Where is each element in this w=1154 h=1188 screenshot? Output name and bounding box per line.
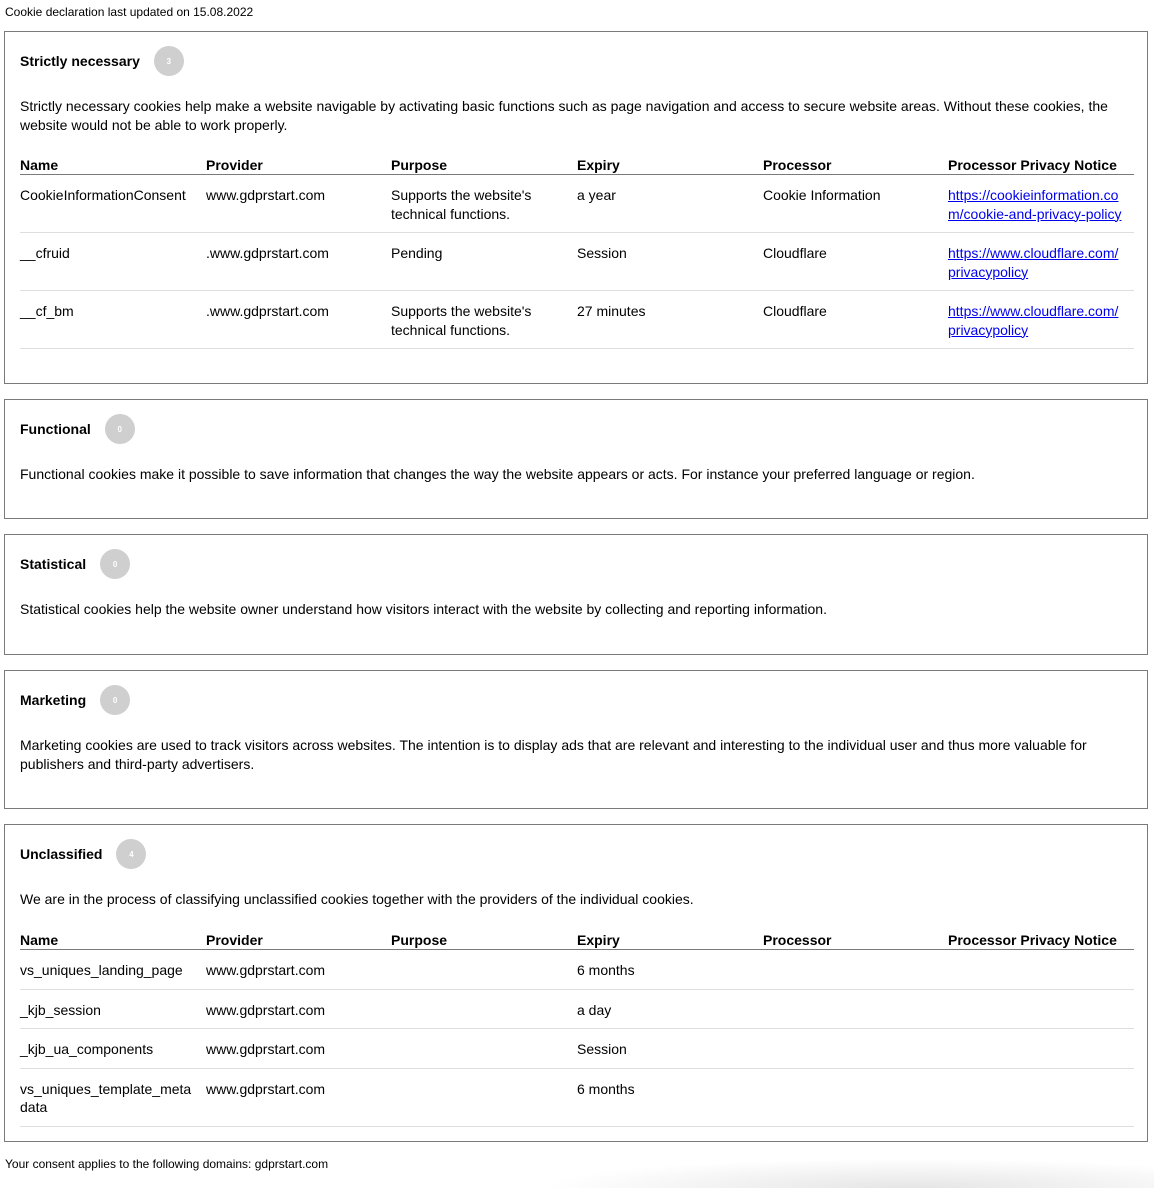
cookie-processor xyxy=(763,1068,948,1126)
cookie-name: vs_uniques_template_metadata xyxy=(20,1068,206,1126)
cookie-purpose xyxy=(391,950,577,990)
section-header xyxy=(20,46,184,76)
section-unclassified xyxy=(4,824,1148,1142)
cookie-processor: Cookie Information xyxy=(763,175,948,233)
cookie-purpose xyxy=(391,989,577,1029)
cookie-expiry: a year xyxy=(577,175,763,233)
cookie-purpose xyxy=(391,1029,577,1069)
section-strictly-necessary xyxy=(4,31,1148,384)
cookie-count-badge: 0 xyxy=(105,414,135,444)
table-row xyxy=(20,989,1134,1029)
column-header-purpose: Purpose xyxy=(391,154,577,175)
section-header xyxy=(20,414,135,444)
table-header-row xyxy=(20,929,1134,950)
section-title: Strictly necessary xyxy=(20,53,140,69)
column-header-privacy-notice: Processor Privacy Notice xyxy=(948,929,1134,950)
cookie-privacy-notice xyxy=(948,950,1134,990)
section-marketing xyxy=(4,670,1148,809)
privacy-notice-link[interactable]: https://www.cloudflare.com/privacypolicy xyxy=(948,303,1119,338)
cookie-count-badge: 3 xyxy=(154,46,184,76)
section-title: Statistical xyxy=(20,556,87,572)
cookie-processor: Cloudflare xyxy=(763,233,948,291)
table-row xyxy=(20,175,1134,233)
table-row xyxy=(20,950,1134,990)
column-header-privacy-notice: Processor Privacy Notice xyxy=(948,154,1134,175)
cookie-count-badge: 0 xyxy=(100,685,130,715)
cookie-name: vs_uniques_landing_page xyxy=(20,950,206,990)
column-header-name: Name xyxy=(20,929,206,950)
section-description: Statistical cookies help the website owner understand how visitors interact with the website by collecting and reporting information. xyxy=(20,601,827,617)
cookie-purpose xyxy=(391,1068,577,1126)
section-header xyxy=(20,549,130,579)
cookie-count-badge: 4 xyxy=(116,839,146,869)
cookie-privacy-notice xyxy=(948,233,1134,291)
column-header-provider: Provider xyxy=(206,154,391,175)
cookie-privacy-notice xyxy=(948,175,1134,233)
cookie-privacy-notice xyxy=(948,1068,1134,1126)
section-statistical xyxy=(4,534,1148,655)
cookie-provider: www.gdprstart.com xyxy=(206,989,391,1029)
section-title: Marketing xyxy=(20,692,87,708)
cookie-processor xyxy=(763,1029,948,1069)
cookie-processor xyxy=(763,989,948,1029)
section-functional xyxy=(4,399,1148,519)
cookie-expiry: a day xyxy=(577,989,763,1029)
bottom-shadow xyxy=(540,1158,1154,1188)
cookie-name: CookieInformationConsent xyxy=(20,175,206,233)
cookie-name: _kjb_ua_components xyxy=(20,1029,206,1069)
column-header-purpose: Purpose xyxy=(391,929,577,950)
column-header-name: Name xyxy=(20,154,206,175)
cookie-expiry: 6 months xyxy=(577,950,763,990)
privacy-notice-link[interactable]: https://cookieinformation.com/cookie-and-privacy-policy xyxy=(948,187,1122,222)
table-row xyxy=(20,1068,1134,1126)
cookie-purpose: Pending xyxy=(391,233,577,291)
column-header-processor: Processor xyxy=(763,154,948,175)
cookie-privacy-notice xyxy=(948,1029,1134,1069)
cookie-expiry: Session xyxy=(577,1029,763,1069)
cookie-provider: www.gdprstart.com xyxy=(206,950,391,990)
column-header-provider: Provider xyxy=(206,929,391,950)
privacy-notice-link[interactable]: https://www.cloudflare.com/privacypolicy xyxy=(948,245,1119,280)
column-header-processor: Processor xyxy=(763,929,948,950)
cookie-declaration-updated: Cookie declaration last updated on 15.08.2022 xyxy=(5,5,254,19)
cookie-provider: .www.gdprstart.com xyxy=(206,291,391,349)
section-description: Marketing cookies are used to track visitors across websites. The intention is to display ads that are relevant and interesting to the individual user and thus more valuable for publishers and third-party advertisers. xyxy=(20,737,1087,772)
cookie-expiry: Session xyxy=(577,233,763,291)
cookie-name: _kjb_session xyxy=(20,989,206,1029)
cookie-expiry: 27 minutes xyxy=(577,291,763,349)
section-description: Strictly necessary cookies help make a website navigable by activating basic functions such as page navigation and access to secure website areas. Without these cookies, the website would not be able to work properly. xyxy=(20,98,1108,133)
cookie-provider: www.gdprstart.com xyxy=(206,175,391,233)
table-header-row xyxy=(20,154,1134,175)
column-header-expiry: Expiry xyxy=(577,154,763,175)
column-header-expiry: Expiry xyxy=(577,929,763,950)
cookie-provider: www.gdprstart.com xyxy=(206,1029,391,1069)
cookie-table xyxy=(20,929,1134,1127)
consent-domains-text: Your consent applies to the following domains: gdprstart.com xyxy=(5,1157,329,1171)
section-title: Unclassified xyxy=(20,846,103,862)
cookie-provider: www.gdprstart.com xyxy=(206,1068,391,1126)
cookie-provider: .www.gdprstart.com xyxy=(206,233,391,291)
cookie-purpose: Supports the website's technical functions. xyxy=(391,291,577,349)
table-row xyxy=(20,233,1134,291)
cookie-count-badge: 0 xyxy=(100,549,130,579)
cookie-table xyxy=(20,154,1134,349)
section-description: Functional cookies make it possible to save information that changes the way the website appears or acts. For instance your preferred language or region. xyxy=(20,466,975,482)
cookie-purpose: Supports the website's technical functions. xyxy=(391,175,577,233)
section-title: Functional xyxy=(20,421,91,437)
cookie-name: __cf_bm xyxy=(20,291,206,349)
cookie-processor: Cloudflare xyxy=(763,291,948,349)
table-row xyxy=(20,291,1134,349)
section-description: We are in the process of classifying unclassified cookies together with the providers of the individual cookies. xyxy=(20,891,694,907)
cookie-privacy-notice xyxy=(948,989,1134,1029)
cookie-expiry: 6 months xyxy=(577,1068,763,1126)
section-header xyxy=(20,685,130,715)
table-row xyxy=(20,1029,1134,1069)
cookie-processor xyxy=(763,950,948,990)
cookie-privacy-notice xyxy=(948,291,1134,349)
cookie-name: __cfruid xyxy=(20,233,206,291)
section-header xyxy=(20,839,146,869)
